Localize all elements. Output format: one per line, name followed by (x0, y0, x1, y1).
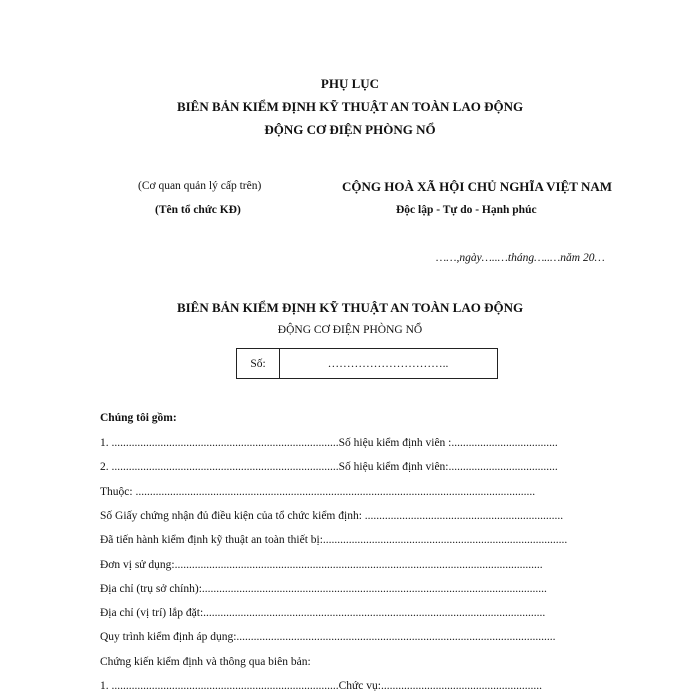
form-line-user-unit: Đơn vị sử dụng:................................................................................................................................ (100, 559, 543, 571)
form-line-belongs-to: Thuộc: ........................................................................................................................................... (100, 486, 536, 498)
country-name: CỘNG HOÀ XÃ HỘI CHỦ NGHĨA VIỆT NAM (342, 179, 613, 194)
org-name-label: (Tên tổ chức KĐ) (155, 204, 241, 216)
date-line: ……,ngày…..…tháng…..…năm 20… (436, 252, 605, 264)
authority-label: (Cơ quan quản lý cấp trên) (138, 180, 262, 192)
annex-subtitle: BIÊN BẢN KIỂM ĐỊNH KỸ THUẬT AN TOÀN LAO ĐỘNG (176, 99, 524, 114)
report-subject: ĐỘNG CƠ ĐIỆN PHÒNG NỔ (277, 324, 423, 336)
motto: Độc lập - Tự do - Hạnh phúc (396, 204, 537, 216)
annex-title: PHỤ LỤC (320, 76, 380, 91)
form-line-inspector-2: 2. ...............................................................................Số hiệu kiểm định viên:...................................... (100, 461, 558, 473)
form-line-inspector-1: 1. ...............................................................................Số hiệu kiểm định viên :..................................... (100, 437, 558, 449)
form-line-install-location: Địa chỉ (vị trí) lắp đặt:....................................................................................................................... (100, 607, 546, 619)
form-line-witness-1: 1. ...............................................................................Chức vụ:........................................................ (100, 680, 542, 692)
form-line-head-office: Địa chỉ (trụ sở chính):........................................................................................................................ (100, 583, 547, 595)
report-title: BIÊN BẢN KIỂM ĐỊNH KỸ THUẬT AN TOÀN LAO ĐỘNG (176, 300, 524, 315)
report-number-box (236, 348, 498, 379)
form-line-procedure: Quy trình kiểm định áp dụng:............................................................................................................... (100, 631, 556, 643)
report-number-value: ………………………….. (327, 357, 449, 370)
form-intro: Chúng tôi gồm: (100, 412, 177, 424)
report-number-label: Số: (237, 349, 280, 378)
form-line-witness-heading: Chứng kiến kiểm định và thông qua biên bản: (100, 656, 311, 668)
form-line-equipment: Đã tiến hành kiểm định kỹ thuật an toàn thiết bị:..................................................................................... (100, 534, 568, 546)
form-line-certificate-number: Số Giấy chứng nhận đủ điều kiện của tổ chức kiểm định: ..................................................................... (100, 510, 564, 522)
annex-subject: ĐỘNG CƠ ĐIỆN PHÒNG NỔ (264, 122, 436, 137)
